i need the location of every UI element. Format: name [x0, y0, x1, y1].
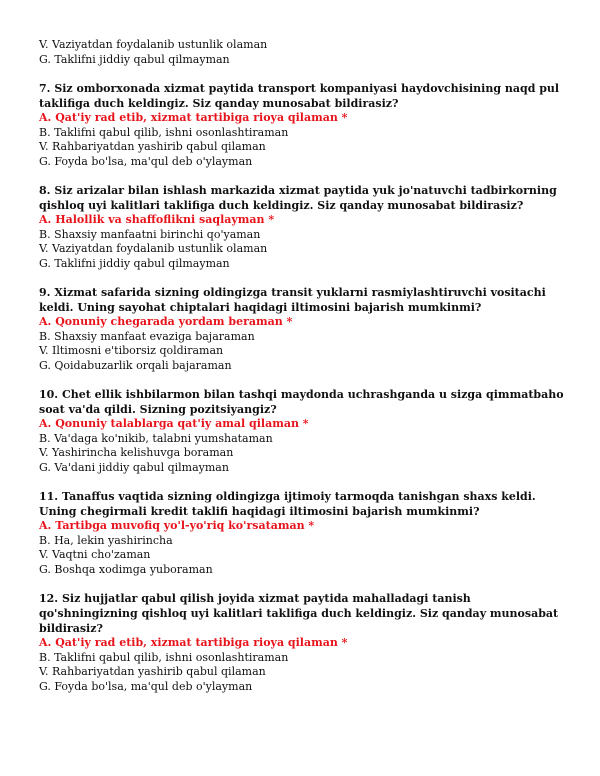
correct-answer: A. Qat'iy rad etib, xizmat tartibiga rioya qilaman * [39, 111, 348, 124]
option-line: B. Ha, lekin yashirincha [39, 533, 173, 547]
correct-answer: A. Qonuniy talablarga qat'iy amal qilaman * [39, 417, 309, 430]
question-block [39, 591, 567, 694]
correct-answer: A. Qonuniy chegarada yordam beraman * [39, 315, 293, 328]
question-title-line: taklifiga duch keldingiz. Siz qanday munosabat bildirasiz? [39, 97, 399, 110]
question-title-line: 11. Tanaffus vaqtida sizning oldingizga ijtimoiy tarmoqda tanishgan shaxs keldi. [39, 490, 536, 503]
option-line: V. Vaziyatdan foydalanib ustunlik olaman [39, 38, 268, 51]
option-line: V. Rahbariyatdan yashirib qabul qilaman [39, 665, 266, 678]
question-title [39, 183, 567, 213]
option-line: G. Foyda bo'lsa, ma'qul deb o'ylayman [39, 154, 253, 168]
correct-answer: A. Halollik va shaffoflikni saqlayman * [39, 213, 275, 226]
question-title-line: 9. Xizmat safarida sizning oldingizga transit yuklarni rasmiylashtiruvchi vositachi [39, 286, 546, 299]
question-title [39, 81, 567, 111]
question-title-line: qo'shningizning qishloq uyi kalitlari taklifiga duch keldingiz. Siz qanday munosabat [39, 607, 559, 620]
option-line: B. Taklifni qabul qilib, ishni osonlashtiraman [39, 650, 289, 664]
option-line: G. Boshqa xodimga yuboraman [39, 562, 213, 576]
question-block [39, 489, 567, 577]
option-line: B. Shaxsiy manfaatni birinchi qo'yaman [39, 227, 261, 241]
option-line: V. Yashirincha kelishuvga boraman [39, 446, 234, 459]
question-title-line: 10. Chet ellik ishbilarmon bilan tashqi maydonda uchrashganda u sizga qimmatbaho [39, 388, 564, 401]
question-title-line: soat va'da qildi. Sizning pozitsiyangiz? [39, 403, 277, 416]
option-line: B. Shaxsiy manfaat evaziga bajaraman [39, 329, 255, 343]
option-line: V. Vaziyatdan foydalanib ustunlik olaman [39, 242, 268, 255]
question-block [39, 183, 567, 271]
question-title-line: qishloq uyi kalitlari taklifiga duch keldingiz. Siz qanday munosabat bildirasiz? [39, 199, 524, 212]
question-title-line: bildirasiz? [39, 622, 103, 635]
option-line: G. Taklifni jiddiy qabul qilmayman [39, 256, 230, 270]
question-block [39, 387, 567, 475]
question-list [39, 38, 567, 694]
option-line: G. Qoidabuzarlik orqali bajaraman [39, 358, 232, 372]
option-line: G. Va'dani jiddiy qabul qilmayman [39, 460, 229, 474]
correct-answer: A. Qat'iy rad etib, xizmat tartibiga rioya qilaman * [39, 636, 348, 649]
question-title-line: keldi. Uning sayohat chiptalari haqidagi iltimosini bajarish mumkinmi? [39, 301, 482, 314]
question-title [39, 387, 567, 417]
option-line: B. Taklifni qabul qilib, ishni osonlashtiraman [39, 125, 289, 139]
question-title-line: 7. Siz omborxonada xizmat paytida transport kompaniyasi haydovchisining naqd pul [39, 82, 560, 95]
question-title-line: 12. Siz hujjatlar qabul qilish joyida xizmat paytida mahalladagi tanish [39, 592, 471, 605]
question-block [39, 81, 567, 169]
option-line: V. Vaqtni cho'zaman [39, 548, 151, 561]
option-line: G. Taklifni jiddiy qabul qilmayman [39, 52, 230, 66]
question-block [39, 285, 567, 373]
question-title [39, 591, 567, 636]
question-title [39, 285, 567, 315]
option-line: G. Foyda bo'lsa, ma'qul deb o'ylayman [39, 679, 253, 693]
option-line: V. Iltimosni e'tiborsiz qoldiraman [39, 344, 224, 357]
question-title-line: Uning chegirmali kredit taklifi haqidagi iltimosini bajarish mumkinmi? [39, 505, 480, 518]
question-title-line: 8. Siz arizalar bilan ishlash markazida xizmat paytida yuk jo'natuvchi tadbirkorning [39, 184, 557, 197]
question-title [39, 489, 567, 519]
option-line: B. Va'daga ko'nikib, talabni yumshataman [39, 431, 273, 445]
option-line: V. Rahbariyatdan yashirib qabul qilaman [39, 140, 266, 153]
correct-answer: A. Tartibga muvofiq yo'l-yo'riq ko'rsataman * [39, 519, 315, 532]
